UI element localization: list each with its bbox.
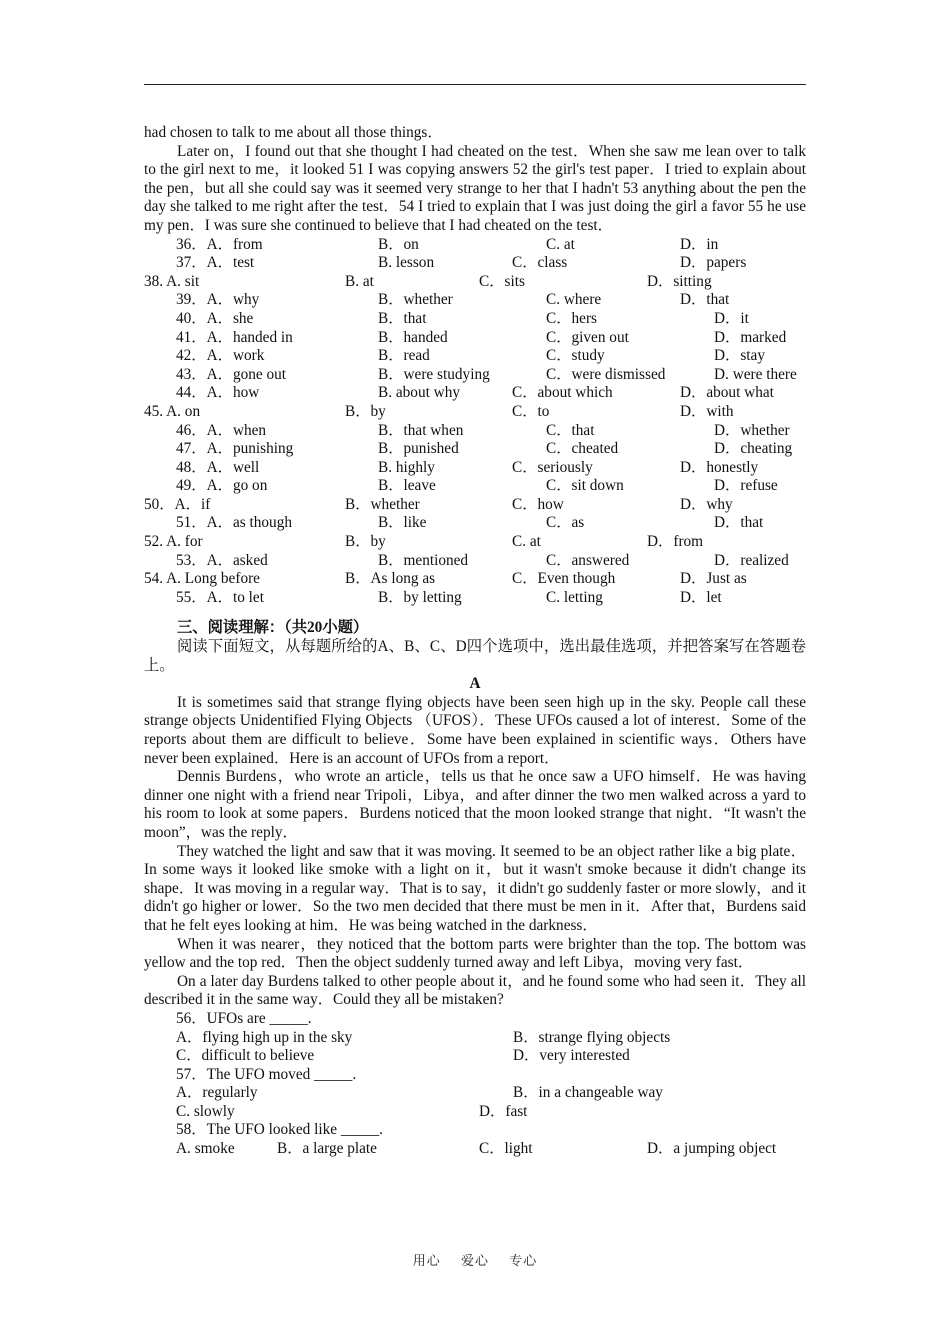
cloze-option-d: D．about what bbox=[680, 384, 774, 402]
cloze-option-d: D．that bbox=[714, 514, 764, 532]
cloze-row bbox=[144, 496, 806, 515]
question-56 bbox=[144, 1010, 806, 1029]
passage-paragraph: It is sometimes said that strange flying objects have been seen high up in the sky. People call these strange objects Unidentified Flying Objects （UFOS）．These UFOs caused a lot of interest．Some of the reports about them are difficult to believe．Some have been explained in scientific ways．Others have never been explained．Here is an account of UFOs from a report． bbox=[144, 693, 806, 767]
cloze-option-d: D．why bbox=[680, 495, 733, 513]
footer-text: 用心 bbox=[412, 1253, 441, 1268]
cloze-option-d: D．cheating bbox=[714, 440, 793, 458]
cloze-row bbox=[144, 366, 806, 385]
cloze-option-d: D．that bbox=[680, 291, 730, 309]
cloze-option-a: 42．A．work bbox=[176, 347, 265, 365]
question-57-options-row bbox=[144, 1103, 806, 1122]
cloze-row bbox=[144, 310, 806, 329]
section-heading: 三、阅读理解：（共20小题） bbox=[177, 619, 369, 637]
passage-paragraph: Dennis Burdens，who wrote an article，tells us that he once saw a UFO himself．He was having dinner one night with a friend near Tripoli，Libya，and after dinner the two men walked across a yard to his room to look at some papers．Burdens noticed that the moon looked strange that night．“It wasn't the moon”，was the reply． bbox=[144, 768, 806, 841]
cloze-row bbox=[144, 477, 806, 496]
cloze-row bbox=[144, 589, 806, 608]
cloze-option-a: 45. A. on bbox=[144, 402, 201, 420]
section-instruction: 阅读下面短文，从每题所给的A、B、C、D四个选项中，选出最佳选项，并把答案写在答题卷上。 bbox=[144, 638, 806, 674]
question-57-options-row bbox=[144, 1084, 806, 1103]
cloze-option-b: B．punished bbox=[378, 440, 459, 458]
cloze-option-a: 41．A．handed in bbox=[176, 328, 293, 346]
header-rule bbox=[144, 84, 806, 85]
cloze-option-c: C．seriously bbox=[512, 458, 593, 476]
cloze-option-a: 55．A．to let bbox=[176, 588, 264, 606]
passage-paragraph: When it was nearer，they noticed that the bottom parts were brighter than the top. The bottom was yellow and the top red．Then the object suddenly turned away and left Libya，moving very fast． bbox=[144, 935, 806, 972]
cloze-option-b: B．As long as bbox=[345, 570, 436, 588]
cloze-option-d: D．Just as bbox=[680, 570, 747, 588]
passage-paragraph: On a later day Burdens talked to other people about it，and he found some who had seen it．They all described it in the same way．Could they all be mistaken? bbox=[144, 972, 806, 1009]
cloze-option-b: B．were studying bbox=[378, 365, 490, 383]
option-a: A. smoke bbox=[176, 1140, 235, 1158]
cloze-option-d: D．realized bbox=[714, 551, 789, 569]
option-d: D．a jumping object bbox=[647, 1140, 777, 1158]
cloze-option-b: B．by bbox=[345, 402, 386, 420]
cloze-option-a: 52. A. for bbox=[144, 533, 203, 551]
cloze-option-b: B．that bbox=[378, 309, 427, 327]
cloze-option-d: D．papers bbox=[680, 254, 747, 272]
cloze-option-c: C．about which bbox=[512, 384, 613, 402]
option-a: A．regularly bbox=[176, 1084, 258, 1102]
cloze-row bbox=[144, 422, 806, 441]
cloze-option-c: C．sits bbox=[479, 272, 525, 290]
cloze-row bbox=[144, 254, 806, 273]
question-stem: 57．The UFO moved _____. bbox=[176, 1065, 357, 1083]
cloze-option-b: B．handed bbox=[378, 328, 448, 346]
cloze-option-c: C. where bbox=[546, 291, 602, 309]
question-56-options-row bbox=[144, 1029, 806, 1048]
story-paragraph: Later on，I found out that she thought I had cheated on the test．When she saw me lean over to talk to the girl next to me，it looked 51 I was copying answers 52 the girl's test paper．I tried to explain about the pen，but all she could say was it seemed very strange to her that I hadn't 53 anything about the pen the day she talked to me right after the test．54 I tried to explain that I was just doing the girl a favor 55 he use my pen．I was sure she continued to believe that I had cheated on the test． bbox=[144, 142, 806, 234]
cloze-option-c: C．hers bbox=[546, 309, 597, 327]
option-c: C．light bbox=[479, 1140, 533, 1158]
cloze-option-a: 50．A．if bbox=[144, 495, 211, 513]
cloze-option-c: C. at bbox=[512, 533, 541, 551]
cloze-option-c: C．cheated bbox=[546, 440, 619, 458]
question-stem: 58．The UFO looked like _____. bbox=[176, 1121, 383, 1139]
cloze-option-c: C．Even though bbox=[512, 570, 616, 588]
cloze-row bbox=[144, 552, 806, 571]
option-b: B．strange flying objects bbox=[513, 1028, 671, 1046]
question-58 bbox=[144, 1121, 806, 1140]
cloze-option-b: B．that when bbox=[378, 421, 464, 439]
cloze-option-a: 38. A. sit bbox=[144, 272, 200, 290]
cloze-option-b: B. at bbox=[345, 272, 374, 290]
option-a: A．flying high up in the sky bbox=[176, 1028, 353, 1046]
cloze-option-c: C．that bbox=[546, 421, 595, 439]
cloze-row bbox=[144, 291, 806, 310]
cloze-option-b: B．by letting bbox=[378, 588, 462, 606]
cloze-options bbox=[144, 236, 806, 608]
cloze-option-a: 46．A．when bbox=[176, 421, 267, 439]
cloze-option-b: B．on bbox=[378, 235, 419, 253]
option-b: B．in a changeable way bbox=[513, 1084, 663, 1102]
cloze-option-d: D．stay bbox=[714, 347, 765, 365]
cloze-option-b: B．like bbox=[378, 514, 427, 532]
cloze-row bbox=[144, 459, 806, 478]
cloze-row bbox=[144, 403, 806, 422]
cloze-option-a: 51．A．as though bbox=[176, 514, 292, 532]
option-d: D．fast bbox=[479, 1102, 528, 1120]
page-footer bbox=[0, 1250, 950, 1269]
cloze-option-d: D．refuse bbox=[714, 477, 778, 495]
option-b: B．a large plate bbox=[277, 1140, 377, 1158]
cloze-option-c: C. letting bbox=[546, 588, 603, 606]
cloze-option-b: B. lesson bbox=[378, 254, 435, 272]
cloze-row bbox=[144, 273, 806, 292]
cloze-option-b: B．read bbox=[378, 347, 430, 365]
cloze-option-c: C．class bbox=[512, 254, 568, 272]
cloze-option-a: 36．A．from bbox=[176, 235, 263, 253]
document-body bbox=[144, 124, 806, 1159]
cloze-option-b: B．leave bbox=[378, 477, 436, 495]
cloze-option-d: D．marked bbox=[714, 328, 787, 346]
question-58-options-row bbox=[144, 1140, 806, 1159]
cloze-option-a: 49．A．go on bbox=[176, 477, 268, 495]
cloze-option-a: 44．A．how bbox=[176, 384, 260, 402]
question-56-options-row bbox=[144, 1047, 806, 1066]
cloze-option-d: D．from bbox=[647, 533, 704, 551]
cloze-option-d: D．in bbox=[680, 235, 719, 253]
cloze-option-b: B. highly bbox=[378, 458, 435, 476]
footer-text: 爱心 bbox=[460, 1253, 489, 1268]
cloze-option-b: B. about why bbox=[378, 384, 461, 402]
cloze-option-c: C. at bbox=[546, 235, 575, 253]
option-d: D．very interested bbox=[513, 1047, 630, 1065]
cloze-row bbox=[144, 533, 806, 552]
cloze-option-c: C．how bbox=[512, 495, 564, 513]
cloze-option-a: 37．A．test bbox=[176, 254, 255, 272]
option-c: C. slowly bbox=[176, 1102, 235, 1120]
cloze-option-b: B．by bbox=[345, 533, 386, 551]
cloze-row bbox=[144, 440, 806, 459]
cloze-row bbox=[144, 329, 806, 348]
cloze-row bbox=[144, 384, 806, 403]
cloze-row bbox=[144, 514, 806, 533]
cloze-option-b: B．whether bbox=[378, 291, 453, 309]
cloze-option-d: D．whether bbox=[714, 421, 790, 439]
cloze-option-a: 47．A．punishing bbox=[176, 440, 294, 458]
cloze-option-c: C．as bbox=[546, 514, 585, 532]
cloze-option-d: D．with bbox=[680, 402, 734, 420]
cloze-option-d: D．it bbox=[714, 309, 749, 327]
cloze-option-d: D．sitting bbox=[647, 272, 712, 290]
passage-paragraph: They watched the light and saw that it was moving. It seemed to be an object rather like a big plate．In some ways it looked like smoke with a light on it，but it wasn't smoke because it didn't change its shape．It was moving in a regular way．That is to say，it didn't go suddenly faster or more slowly，and it didn't go higher or lower．So the two men decided that there must be men in it．After that，Burdens said that he felt eyes looking at him．He was being watched in the darkness． bbox=[144, 842, 806, 934]
cloze-option-a: 48．A．well bbox=[176, 458, 260, 476]
cloze-option-b: B．whether bbox=[345, 495, 420, 513]
cloze-option-a: 39．A．why bbox=[176, 291, 260, 309]
cloze-option-d: D．let bbox=[680, 588, 722, 606]
cloze-row bbox=[144, 570, 806, 589]
cloze-option-c: C．given out bbox=[546, 328, 629, 346]
cloze-option-a: 43．A．gone out bbox=[176, 365, 287, 383]
question-57 bbox=[144, 1066, 806, 1085]
cloze-option-a: 53．A．asked bbox=[176, 551, 268, 569]
cloze-option-c: C．answered bbox=[546, 551, 630, 569]
cloze-option-a: 40．A．she bbox=[176, 309, 254, 327]
cloze-option-c: C．study bbox=[546, 347, 605, 365]
cloze-option-c: C．were dismissed bbox=[546, 365, 666, 383]
footer-text: 专心 bbox=[509, 1253, 538, 1268]
cloze-row bbox=[144, 236, 806, 255]
continuation-text: had chosen to talk to me about all those things． bbox=[144, 124, 443, 141]
question-stem: 56．UFOs are _____. bbox=[176, 1009, 312, 1027]
cloze-row bbox=[144, 347, 806, 366]
cloze-option-c: C．to bbox=[512, 402, 550, 420]
cloze-option-b: B．mentioned bbox=[378, 551, 469, 569]
cloze-option-d: D. were there bbox=[714, 365, 797, 383]
cloze-option-a: 54. A. Long before bbox=[144, 570, 260, 588]
option-c: C．difficult to believe bbox=[176, 1047, 315, 1065]
cloze-option-d: D．honestly bbox=[680, 458, 759, 476]
passage-label: A bbox=[469, 675, 481, 693]
cloze-option-c: C．sit down bbox=[546, 477, 624, 495]
